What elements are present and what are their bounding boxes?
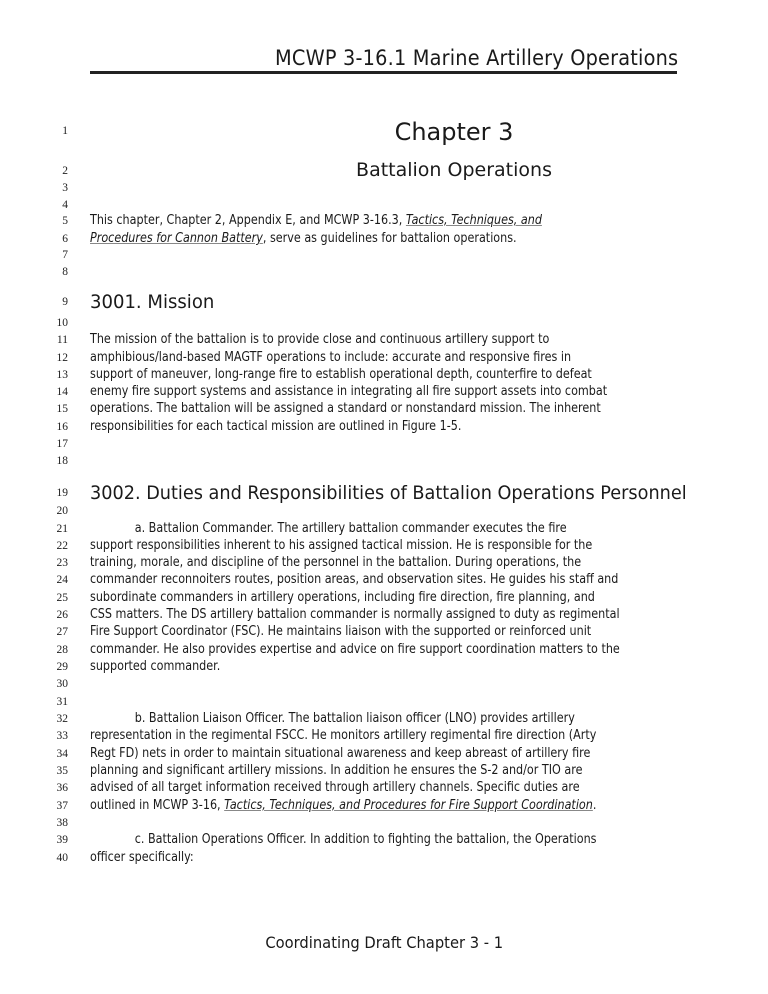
body-line: responsibilities for each tactical mission are outlined in Figure 1-5.	[90, 419, 462, 434]
line-number: 12	[56, 352, 68, 364]
line-number: 6	[62, 233, 68, 245]
line-number: 18	[56, 455, 68, 467]
body-line: planning and significant artillery missions. In addition he ensures the S-2 and/or TIO are	[90, 763, 583, 778]
line-number: 8	[62, 266, 68, 278]
header-rule	[90, 71, 677, 74]
body-text: outlined in MCWP 3-16,	[90, 798, 225, 813]
line-number: 10	[56, 317, 68, 329]
line-number: 7	[62, 249, 68, 261]
line-number: 11	[56, 334, 68, 346]
body-line: b. Battalion Liaison Officer. The battalion liaison officer (LNO) provides artillery	[134, 711, 575, 726]
body-line: training, morale, and discipline of the personnel in the battalion. During operations, the	[90, 555, 582, 570]
line-number: 23	[56, 557, 68, 569]
line-number: 4	[62, 199, 68, 211]
line-number: 1	[62, 125, 68, 137]
line-number: 33	[56, 730, 68, 742]
body-line: Fire Support Coordinator (FSC). He maintains liaison with the supported or reinforced unit	[90, 624, 592, 639]
body-line: operations. The battalion will be assigned a standard or nonstandard mission. The inherent	[90, 401, 601, 416]
publication-title-link[interactable]: Tactics, Techniques, and Procedures for Fire Support Coordination	[224, 798, 593, 813]
line-number: 37	[56, 800, 68, 812]
body-line: The mission of the battalion is to provide close and continuous artillery support to	[90, 332, 550, 347]
line-number: 39	[56, 834, 68, 846]
body-line: Regt FD) nets in order to maintain situational awareness and keep abreast of artillery fire	[90, 746, 591, 761]
body-line: officer specifically:	[90, 850, 194, 865]
line-number: 14	[56, 386, 68, 398]
line-number: 27	[56, 626, 68, 638]
body-line: representation in the regimental FSCC. He monitors artillery regimental fire direction (Arty	[90, 728, 597, 743]
chapter-title	[0, 118, 768, 146]
line-number: 26	[56, 609, 68, 621]
line-number: 34	[56, 748, 68, 760]
line-number: 32	[56, 713, 68, 725]
body-line: enemy fire support systems and assistance in integrating all fire support assets into combat	[90, 384, 608, 399]
line-number: 21	[56, 523, 68, 535]
body-line: c. Battalion Operations Officer. In addition to fighting the battalion, the Operations	[134, 832, 597, 847]
line-number: 15	[56, 403, 68, 415]
page-footer	[0, 933, 768, 952]
chapter-title-text: Chapter 3	[394, 118, 514, 146]
line-number: 24	[56, 574, 68, 586]
body-line: commander. He also provides expertise and advice on fire support coordination matters to the	[90, 642, 620, 657]
line-number: 38	[56, 817, 68, 829]
body-line: commander reconnoiters routes, position areas, and observation sites. He guides his staff and	[90, 572, 619, 587]
body-line: support of maneuver, long-range fire to establish operational depth, counterfire to defeat	[90, 367, 592, 382]
line-number: 36	[56, 782, 68, 794]
body-line: advised of all target information received through artillery channels. Specific duties are	[90, 780, 580, 795]
line-number: 20	[56, 505, 68, 517]
body-line: subordinate commanders in artillery operations, including fire direction, fire planning, and	[90, 590, 595, 605]
body-line: supported commander.	[90, 659, 221, 674]
publication-title-link[interactable]: Tactics, Techniques, and	[405, 213, 542, 228]
line-number: 35	[56, 765, 68, 777]
line-number: 25	[56, 592, 68, 604]
body-text: .	[592, 798, 597, 813]
running-header: MCWP 3-16.1 Marine Artillery Operations	[274, 46, 678, 70]
line-number: 5	[62, 215, 68, 227]
line-number: 2	[62, 165, 68, 177]
line-number: 30	[56, 678, 68, 690]
body-line: CSS matters. The DS artillery battalion commander is normally assigned to duty as regimental	[90, 607, 620, 622]
intro-text: , serve as guidelines for battalion operations.	[262, 231, 517, 246]
body-line: amphibious/land-based MAGTF operations to include: accurate and responsive fires in	[90, 350, 572, 365]
footer-text: Coordinating Draft Chapter 3 - 1	[265, 933, 503, 952]
body-line: a. Battalion Commander. The artillery battalion commander executes the fire	[134, 521, 567, 536]
intro-text: This chapter, Chapter 2, Appendix E, and MCWP 3-16.3,	[90, 213, 406, 228]
section-heading-3002: 3002. Duties and Responsibilities of Battalion Operations Personnel	[90, 482, 687, 504]
line-number: 3	[62, 182, 68, 194]
line-number: 13	[56, 369, 68, 381]
intro-line-1	[90, 213, 542, 228]
line-number: 40	[56, 852, 68, 864]
line-number: 31	[56, 696, 68, 708]
chapter-subtitle	[0, 159, 768, 181]
line-number: 9	[62, 296, 68, 308]
publication-title-link[interactable]: Procedures for Cannon Battery	[90, 231, 263, 246]
line-number: 22	[56, 540, 68, 552]
body-line: support responsibilities inherent to his assigned tactical mission. He is responsible for the	[90, 538, 593, 553]
intro-line-2	[90, 231, 517, 246]
chapter-subtitle-text: Battalion Operations	[356, 159, 552, 181]
section-heading-3001: 3001. Mission	[90, 291, 215, 313]
line-number: 28	[56, 644, 68, 656]
line-number: 17	[56, 438, 68, 450]
line-number: 16	[56, 421, 68, 433]
body-line	[90, 798, 596, 813]
line-number: 29	[56, 661, 68, 673]
line-number: 19	[56, 487, 68, 499]
